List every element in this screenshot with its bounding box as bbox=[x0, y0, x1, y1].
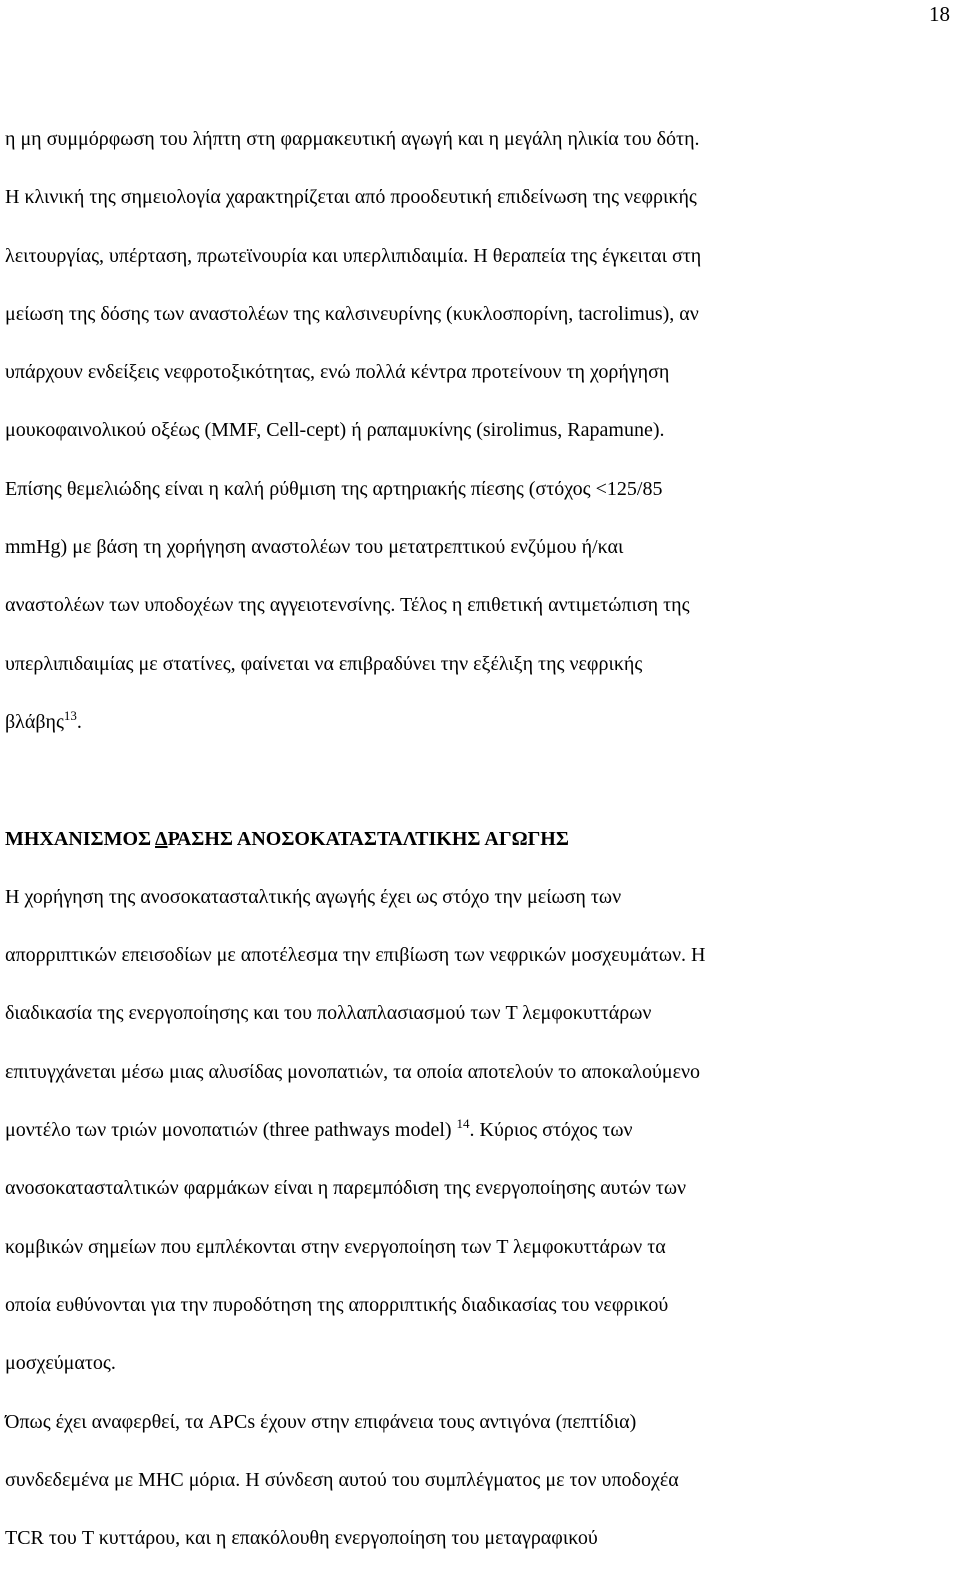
text-line: αναστολέων των υποδοχέων της αγγειοτενσίνης. Τέλος η επιθετική αντιμετώπιση της bbox=[5, 594, 690, 617]
text-line: mmHg) με βάση τη χορήγηση αναστολέων του μετατρεπτικού ενζύμου ή/και bbox=[5, 536, 624, 559]
page-number: 18 bbox=[929, 2, 950, 26]
text-fragment: . Κύριος στόχος των bbox=[469, 1119, 633, 1142]
text-line bbox=[5, 702, 945, 760]
text-fragment: . bbox=[76, 710, 82, 733]
heading-fragment: ΜΗΧΑΝΙΣΜΟΣ bbox=[5, 827, 156, 850]
heading-fragment: ΡΑΣΗΣ ΑΝΟΣΟΚΑΤΑΣΤΑΛΤΙΚΗΣ ΑΓΩΓΗΣ bbox=[167, 827, 569, 850]
text-line: υπερλιπιδαιμίας με στατίνες, φαίνεται να επιβραδύνει την εξέλιξη της νεφρικής bbox=[5, 652, 643, 675]
heading-underlined-letter: Δ bbox=[155, 827, 168, 850]
reference-superscript: 14 bbox=[456, 1116, 470, 1132]
text-line: κομβικών σημείων που εμπλέκονται στην ενεργοποίηση των T λεμφοκυττάρων τα bbox=[5, 1235, 666, 1258]
paragraph-spacer bbox=[5, 760, 945, 818]
text-line: Η χορήγηση της ανοσοκατασταλτικής αγωγής έχει ως στόχο την μείωση των bbox=[5, 885, 622, 908]
text-line: Επίσης θεμελιώδης είναι η καλή ρύθμιση της αρτηριακής πίεσης (στόχος <125/85 bbox=[5, 477, 663, 500]
text-line: λειτουργίας, υπέρταση, πρωτεϊνουρία και υπερλιπιδαιμία. Η θεραπεία της έγκειται στη bbox=[5, 244, 702, 267]
text-line: μείωση της δόσης των αναστολέων της καλσινευρίνης (κυκλοσπορίνη, tacrolimus), αν bbox=[5, 302, 699, 325]
document-body bbox=[5, 119, 945, 1576]
paragraph-2 bbox=[5, 877, 945, 1402]
text-line: υπάρχουν ενδείξεις νεφροτοξικότητας, ενώ πολλά κέντρα προτείνουν τη χορήγηση bbox=[5, 361, 670, 384]
text-line: η μη συμμόρφωση του λήπτη στη φαρμακευτική αγωγή και η μεγάλη ηλικία του δότη. bbox=[5, 128, 700, 150]
text-fragment: βλάβης bbox=[5, 710, 64, 733]
text-line: μουκοφαινολικού οξέως (MMF, Cell-cept) ή ραπαμυκίνης (sirolimus, Rapamune). bbox=[5, 419, 665, 442]
text-line: διαδικασία της ενεργοποίησης και του πολλαπλασιασμού των T λεμφοκυττάρων bbox=[5, 1002, 652, 1025]
text-line: ανοσοκατασταλτικών φαρμάκων είναι η παρεμπόδιση της ενεργοποίησης αυτών των bbox=[5, 1177, 687, 1200]
section-heading bbox=[5, 819, 945, 877]
paragraph-3 bbox=[5, 1402, 945, 1577]
text-line: Η κλινική της σημειολογία χαρακτηρίζεται από προοδευτική επιδείνωση της νεφρικής bbox=[5, 186, 697, 209]
text-line: επιτυγχάνεται μέσω μιας αλυσίδας μονοπατιών, τα οποία αποτελούν το αποκαλούμενο bbox=[5, 1060, 701, 1083]
text-line: απορριπτικών επεισοδίων με αποτέλεσμα την επιβίωση των νεφρικών μοσχευμάτων. Η bbox=[5, 944, 706, 967]
text-line: μοσχεύματος. bbox=[5, 1352, 116, 1375]
text-line: Όπως έχει αναφερθεί, τα APCs έχουν στην επιφάνεια τους αντιγόνα (πεπτίδια) bbox=[5, 1410, 637, 1433]
text-line bbox=[5, 1110, 945, 1168]
text-line: TCR του T κυττάρου, και η επακόλουθη ενεργοποίηση του μεταγραφικού bbox=[5, 1527, 598, 1550]
text-fragment: μοντέλο των τριών μονοπατιών (three pathways model) bbox=[5, 1119, 457, 1142]
reference-superscript: 13 bbox=[63, 707, 77, 723]
paragraph-1 bbox=[5, 119, 945, 760]
text-line: συνδεδεμένα με MHC μόρια. Η σύνδεση αυτού του συμπλέγματος με τον υποδοχέα bbox=[5, 1468, 679, 1491]
text-line: οποία ευθύνονται για την πυροδότηση της απορριπτικής διαδικασίας του νεφρικού bbox=[5, 1293, 669, 1316]
